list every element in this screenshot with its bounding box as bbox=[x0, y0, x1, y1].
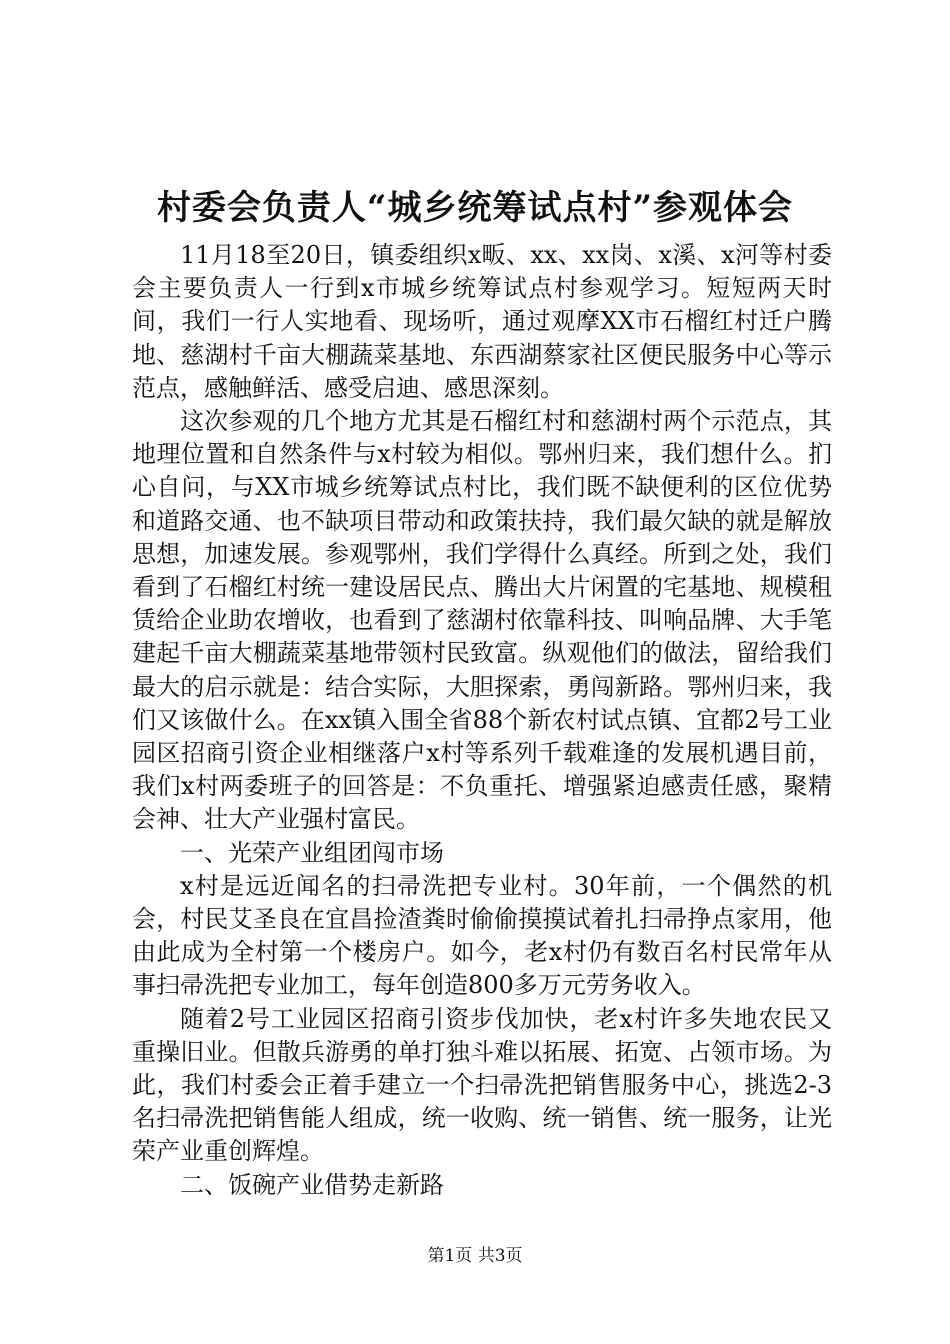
paragraph-reflection: 这次参观的几个地方尤其是石榴红村和慈湖村两个示范点，其地理位置和自然条件与x村较为相似。鄂州归来，我们想什么。扪心自问，与XX市城乡统筹试点村比，我们既不缺便利的区位优势和道路交通、也不缺项目带动和政策扶持，我们最欠缺的就是解放思想，加速发展。参观鄂州，我们学得什么真经。所到之处，我们看到了石榴红村统一建设居民点、腾出大片闲置的宅基地、规模租赁给企业助农增收，也看到了慈湖村依靠科技、叫响品牌、大手笔建起千亩大棚蔬菜基地带领村民致富。纵观他们的做法，留给我们最大的启示就是：结合实际，大胆探索，勇闯新路。鄂州归来，我们又该做什么。在xx镇入围全省88个新农村试点镇、宜都2号工业园区招商引资企业相继落户x村等系列千载难逢的发展机遇目前，我们x村两委班子的回答是：不负重托、增强紧迫感责任感，聚精会神、壮大产业强村富民。 bbox=[132, 407, 832, 834]
section-heading-2: 二、饭碗产业借势走新路 bbox=[180, 1170, 444, 1199]
paragraph-sales-center: 随着2号工业园区招商引资步伐加快，老x村许多失地农民又重操旧业。但散兵游勇的单打独斗难以拓展、拓宽、占领市场。为此，我们村委会正着手建立一个扫帚洗把销售服务中心，挑选2-3名扫帚洗把销售能人组成，统一收购、统一销售、统一服务，让光荣产业重创辉煌。 bbox=[132, 1004, 832, 1166]
page-number: 第1页 共3页 bbox=[427, 1246, 523, 1266]
paragraph-intro: 11月18至20日，镇委组织x畈、xx、xx岗、x溪、x河等村委会主要负责人一行到x市城乡统筹试点村参观学习。短短两天时间，我们一行人实地看、现场听，通过观摩XX市石榴红村迁户腾地、慈湖村千亩大棚蔬菜基地、东西湖蔡家社区便民服务中心等示范点，感触鲜活、感受启迪、感思深刻。 bbox=[132, 241, 832, 402]
document-title: 村委会负责人“城乡统筹试点村”参观体会 bbox=[156, 188, 794, 228]
section-heading-1: 一、光荣产业组团闯市场 bbox=[180, 838, 444, 867]
paragraph-broom-village: x村是远近闻名的扫帚洗把专业村。30年前，一个偶然的机会，村民艾圣良在宜昌捡渣粪时偷偷摸摸试着扎扫帚挣点家用，他由此成为全村第一个楼房户。如今，老x村仍有数百名村民常年从事扫帚洗把专业加工，每年创造800多万元劳务收入。 bbox=[132, 871, 832, 1000]
document-body bbox=[132, 239, 832, 1202]
